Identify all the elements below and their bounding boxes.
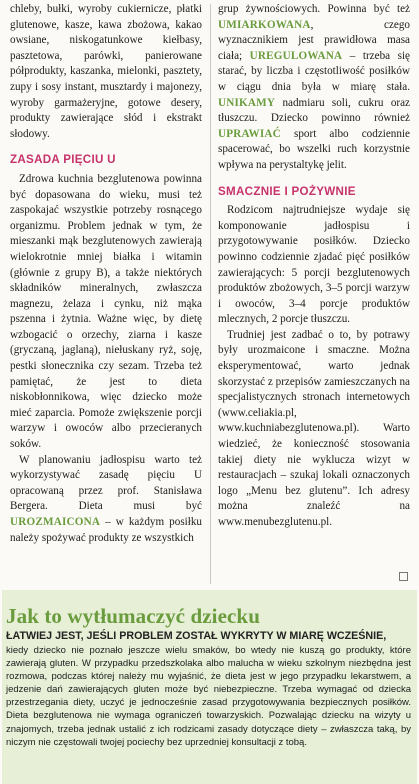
text-run: grup żywnościowych. Powinna być też <box>218 3 410 15</box>
highlight-term: UROZMAICONA <box>10 516 101 528</box>
highlight-term: UNIKAMY <box>218 96 276 109</box>
text-run: nadmiaru soli, cukru oraz tłuszczu. Dziecko powinno również <box>218 96 410 125</box>
intro-paragraph: chleby, bułki, wyroby cukiernicze, płatki glutenowe, kasze, kawa zbożowa, kakao owsiane, niskogatunkowe kiełbasy, pasztetowa, parówki, panierowane półprodukty, kaszanka, mielonki, pasztety, zupy i sosy instant, musztardy i majonezy, wyroby garmażeryjne, gotowe desery, produkty zawierające słód i ekstrakt słodowy. <box>10 3 202 140</box>
section-title-smacznie-i-pozywnie: SMACZNIE I POŻYWNIE <box>218 184 356 198</box>
highlight-term: UMIARKOWANA <box>218 18 311 31</box>
column-divider <box>210 4 211 584</box>
highlight-term: UREGULOWANA <box>249 49 343 62</box>
box-body: kiedy dziecko nie poznało jeszcze wielu smaków, bo wtedy nie kuszą go produkty, które zawierają gluten. W przypadku przedszkolaka albo malucha w wieku szkolnym niezbędna jest rozmowa, podczas której należy mu wyjaśnić, że dieta jest w jego przypadku lekarstwem, a jedzenie dań zawierających gluten może być niebezpieczne. Trzeba wymagać od dziecka przestrzegania diety, uczyć je jednocześnie zasad przygotowywania bezpiecznych posiłków. Dieta bezglutenowa nie wymaga ograniczeń towarzyskich. Pozwalając dziecku na wizyty u znajomych, trzeba jednak ustalić z ich rodzicami zasady dotyczące diety – zwłaszcza taką, by niczym nie częstowali twojej pociechy bez uprzedniej konsultacji z tobą. <box>6 645 411 748</box>
box-title: Jak to wytłumaczyć dziecku <box>6 604 260 628</box>
box-lead: ŁATWIEJ JEST, JEŚLI PROBLEM ZOSTAŁ WYKRYTY W MIARĘ WCZEŚNIE, <box>6 630 387 642</box>
text-run: – w każdym posiłku należy spożywać produkty ze wszystkich <box>10 516 202 544</box>
text-run: – trzeba się starać, by liczba i częstotliwość posiłków w ciągu dnia była w miarę stała. <box>218 49 410 93</box>
text-run: W planowaniu jadłospisu warto też wykorzystywać zasadę pięciu U opracowaną przez prof. Stanisława Bergera. Dieta musi być <box>10 453 202 513</box>
right-column <box>218 2 410 531</box>
paragraph: Trudniej jest zadbać o to, by potrawy były urozmaicone i smaczne. Można eksperymentować, warto jednak skorzystać z przepisów zamieszczanych na specjalistycznych stronach internetowych (www.celiakia.pl, www.kuchniabezglutenowa.pl). Warto wiedzieć, że konieczność stosowania takiej diety nie wyklucza wizyt w restauracjach – szukaj lokali oznaczonych logo „Menu bez glutenu”. Ich adresy można znaleźć na www.menubezglutenu.pl. <box>218 328 410 528</box>
section-title-zasada-pieciu-u: ZASADA PIĘCIU U <box>10 153 116 167</box>
text-run: , czego wyznacznikiem jest prawidłowa masa ciała; <box>218 18 410 62</box>
highlight-term: UPRAWIAĆ <box>218 127 281 140</box>
paragraph <box>218 2 410 174</box>
end-of-article-square-icon <box>399 572 408 581</box>
paragraph: Rodzicom najtrudniejsze wydaje się komponowanie jadłospisu i przygotowywanie posiłków. Dziecko powinno codziennie zjadać pięć posiłków zawierających: 5 porcji bezglutenowych produktów zbożowych, 3–5 porcji warzyw i owoców, 3–4 porcje produktów mlecznych, 2 porcje tłuszczu. <box>218 204 410 326</box>
paragraph: Zdrowa kuchnia bezglutenowa powinna być dopasowana do wieku, musi też zaspokajać wszystkie potrzeby rosnącego organizmu. Problem jednak w tym, że mieszanki mąk bezglutenowych zawierają wielokrotnie mniej białka i witamin (głównie z grupy B), a także niektórych składników mineralnych, zwłaszcza magnezu, żelaza i cynku, niż mąka pszenna i żytnia. Ważne więc, by dietę wzbogacić o orzechy, ziarna i kasze (gryczaną, jaglaną), niełuskany ryż, soję, pestki słonecznika czy sezam. Trzeba też pamiętać, że jest to dieta niskobłonnikowa, więc dziecko może mieć zaparcia. Pomoże zwiększenie porcji warzyw i owoców albo przecieranych soków. <box>10 172 202 451</box>
text-run: sport albo codziennie spacerować, bo wszelki ruch korzystnie wpływa na perystaltykę jelit. <box>218 127 410 171</box>
left-column <box>10 2 202 546</box>
paragraph <box>10 453 202 547</box>
